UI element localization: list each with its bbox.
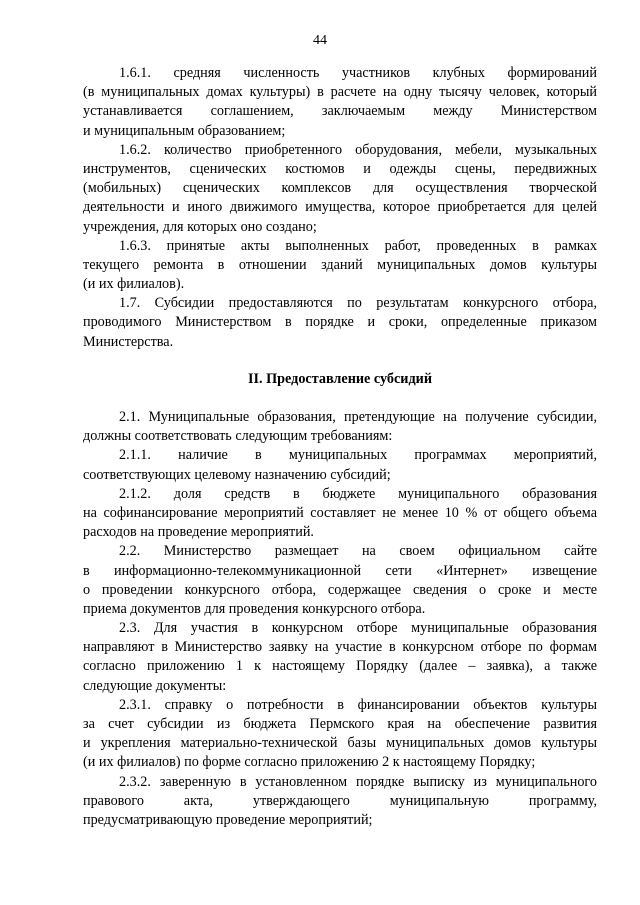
paragraph-line: (в муниципальных домах культуры) в расчете на одну тысячу человек, который [83,84,597,101]
paragraph-2-1-2 [83,485,597,543]
paragraph-line: следующие документы: [83,677,227,694]
paragraph-line: соответствующих целевому назначению субсидий; [83,466,391,483]
paragraph-2-2 [83,542,597,619]
paragraph-line: о проведении конкурсного отбора, содержащее сведения о сроке и месте [83,581,597,598]
paragraph-line: на софинансирование мероприятий составляет не менее 10 % от общего объема [83,504,597,521]
paragraph-line: (и их филиалов) по форме согласно приложению 2 к настоящему Порядку; [83,754,536,771]
paragraph-1-6-3 [83,237,597,295]
paragraph-line: в информационно-телекоммуникационной сети «Интернет» извещение [83,562,597,579]
paragraph-line: 1.6.1. средняя численность участников клубных формирований [119,65,597,81]
document-body [83,64,597,830]
paragraph-1-7 [83,294,597,352]
paragraph-line: деятельности и иного движимого имущества, которое приобретается для целей [83,199,597,216]
paragraph-line: 1.6.2. количество приобретенного оборудования, мебели, музыкальных [119,141,597,158]
paragraph-2-1-1 [83,446,597,484]
paragraph-2-1 [83,408,597,446]
paragraph-line: и муниципальным образованием; [83,122,286,139]
paragraph-line: 2.3. Для участия в конкурсном отборе муниципальные образования [119,620,597,637]
paragraph-line: 2.2. Министерство размещает на своем официальном сайте [119,543,597,560]
page-number: 44 [313,33,327,48]
paragraph-2-3-1 [83,696,597,773]
paragraph-line: текущего ремонта в отношении зданий муниципальных домов культуры [83,256,597,273]
paragraph-line: 1.7. Субсидии предоставляются по результатам конкурсного отбора, [119,295,597,312]
paragraph-1-6-1 [83,64,597,141]
paragraph-line: 2.1.2. доля средств в бюджете муниципального образования [119,485,597,502]
section-1-paragraphs [83,64,597,352]
paragraph-line: должны соответствовать следующим требованиям: [83,428,393,445]
paragraph-line: правового акта, утверждающего муниципальную программу, [83,792,597,809]
paragraph-line: 2.3.2. заверенную в установленном порядке выписку из муниципального [119,773,597,790]
paragraph-1-6-2 [83,141,597,237]
paragraph-line: 2.3.1. справку о потребности в финансировании объектов культуры [119,696,597,713]
paragraph-line: инструментов, сценических костюмов и одежды сцены, передвижных [83,160,597,177]
paragraph-line: 1.6.3. принятые акты выполненных работ, проведенных в рамках [119,237,597,254]
section-heading: II. Предоставление субсидий [247,370,432,387]
paragraph-line: (мобильных) сценических комплексов для осуществления творческой [83,180,597,197]
paragraph-line: Министерства. [83,333,174,350]
paragraph-2-3-2 [83,773,597,831]
paragraph-line: согласно приложению 1 к настоящему Порядку (далее – заявка), а также [83,658,597,675]
paragraph-line: направляют в Министерство заявку на участие в конкурсном отборе по формам [83,639,597,656]
paragraph-line: приема документов для проведения конкурсного отбора. [83,600,426,617]
section-2-paragraphs [83,408,597,830]
paragraph-line: и укрепления материально-технической базы муниципальных домов культуры [83,735,597,752]
paragraph-line: устанавливается соглашением, заключаемым между Министерством [83,103,597,120]
paragraph-line: предусматривающую проведение мероприятий; [83,811,373,828]
paragraph-line: учреждения, для которых оно создано; [83,218,317,235]
paragraph-2-3 [83,619,597,696]
paragraph-line: за счет субсидии из бюджета Пермского края на обеспечение развития [83,716,597,732]
paragraph-line: 2.1.1. наличие в муниципальных программах мероприятий, [119,447,597,464]
paragraph-line: (и их филиалов). [83,276,185,293]
paragraph-line: 2.1. Муниципальные образования, претендующие на получение субсидии, [119,409,597,425]
paragraph-line: расходов на проведение мероприятий. [83,524,314,541]
paragraph-line: проводимого Министерством в порядке и сроки, определенные приказом [83,314,597,331]
